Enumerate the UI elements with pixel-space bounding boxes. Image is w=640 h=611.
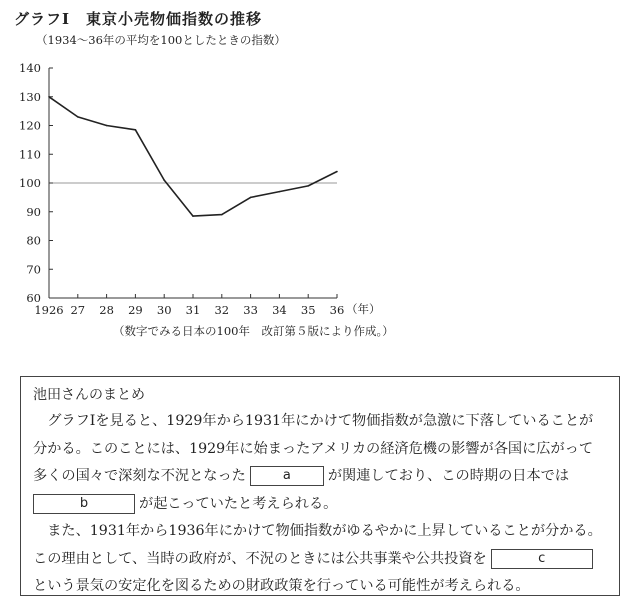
y-tick-label: 120 bbox=[19, 118, 41, 133]
y-tick-label: 90 bbox=[26, 204, 41, 219]
x-tick-label: 28 bbox=[99, 303, 114, 317]
x-tick-label: 31 bbox=[185, 303, 201, 317]
y-tick-label: 130 bbox=[19, 89, 41, 104]
data-point bbox=[135, 129, 137, 131]
paragraph-2-text-a: また、1931年から1936年にかけて物価指数がゆるやかに上昇していることが分かる。この理由として、当時の政府が、不況のときには公共事業や公共投資を bbox=[33, 523, 602, 567]
chart-subtitle: （1934〜36年の平均を100としたときの指数） bbox=[36, 33, 286, 47]
x-axis-unit: （年） bbox=[346, 302, 381, 316]
y-tick-label: 60 bbox=[26, 291, 41, 305]
price-index-line bbox=[49, 97, 337, 216]
x-tick-label: 1926 bbox=[34, 303, 64, 317]
y-tick-label: 80 bbox=[26, 233, 41, 248]
x-tick-label: 36 bbox=[329, 303, 345, 317]
data-point bbox=[192, 215, 194, 217]
summary-paragraph-1 bbox=[33, 408, 607, 518]
x-tick-label: 29 bbox=[128, 303, 143, 317]
x-tick-label: 35 bbox=[300, 303, 316, 317]
y-tick-label: 140 bbox=[19, 61, 41, 75]
y-tick-label: 70 bbox=[26, 262, 41, 277]
summary-paragraph-2 bbox=[33, 518, 607, 601]
data-point bbox=[77, 116, 79, 118]
blank-c: c bbox=[491, 549, 593, 569]
data-point bbox=[106, 125, 108, 127]
data-point bbox=[48, 96, 50, 98]
paragraph-1-text-c: が起こっていたと考えられる。 bbox=[139, 495, 338, 512]
blank-a: a bbox=[250, 466, 324, 486]
x-tick-label: 33 bbox=[243, 303, 258, 317]
data-point bbox=[307, 185, 309, 187]
x-tick-label: 27 bbox=[70, 303, 86, 317]
data-point bbox=[250, 197, 252, 199]
paragraph-2-text-b: という景気の安定化を図るための財政政策を行っている可能性が考えられる。 bbox=[33, 578, 530, 594]
summary-box bbox=[20, 376, 620, 596]
x-tick-label: 32 bbox=[214, 303, 230, 317]
data-point bbox=[163, 179, 165, 181]
paragraph-1-text-a: グラフⅠを見ると、1929年から1931年にかけて物価指数が急激に下落していることが分かる。このことには、1929年に始まったアメリカの経済危機の影響が各国に広がって多くの国々で深刻な不況となった bbox=[33, 413, 594, 484]
chart-title: グラフⅠ 東京小売物価指数の推移 bbox=[14, 10, 263, 28]
data-point bbox=[279, 191, 281, 193]
data-point bbox=[221, 214, 223, 216]
paragraph-1-text-b: が関連しており、この時期の日本では bbox=[327, 468, 570, 484]
data-point bbox=[336, 171, 338, 173]
x-tick-label: 34 bbox=[272, 303, 287, 317]
y-tick-label: 110 bbox=[19, 147, 41, 162]
line-chart bbox=[0, 50, 400, 320]
summary-heading: 池田さんのまとめ bbox=[33, 387, 145, 403]
blank-b: b bbox=[33, 494, 135, 514]
x-tick-label: 30 bbox=[156, 303, 172, 317]
chart-source: （数字でみる日本の100年 改訂第５版により作成。） bbox=[113, 324, 394, 338]
y-tick-label: 100 bbox=[19, 176, 41, 190]
